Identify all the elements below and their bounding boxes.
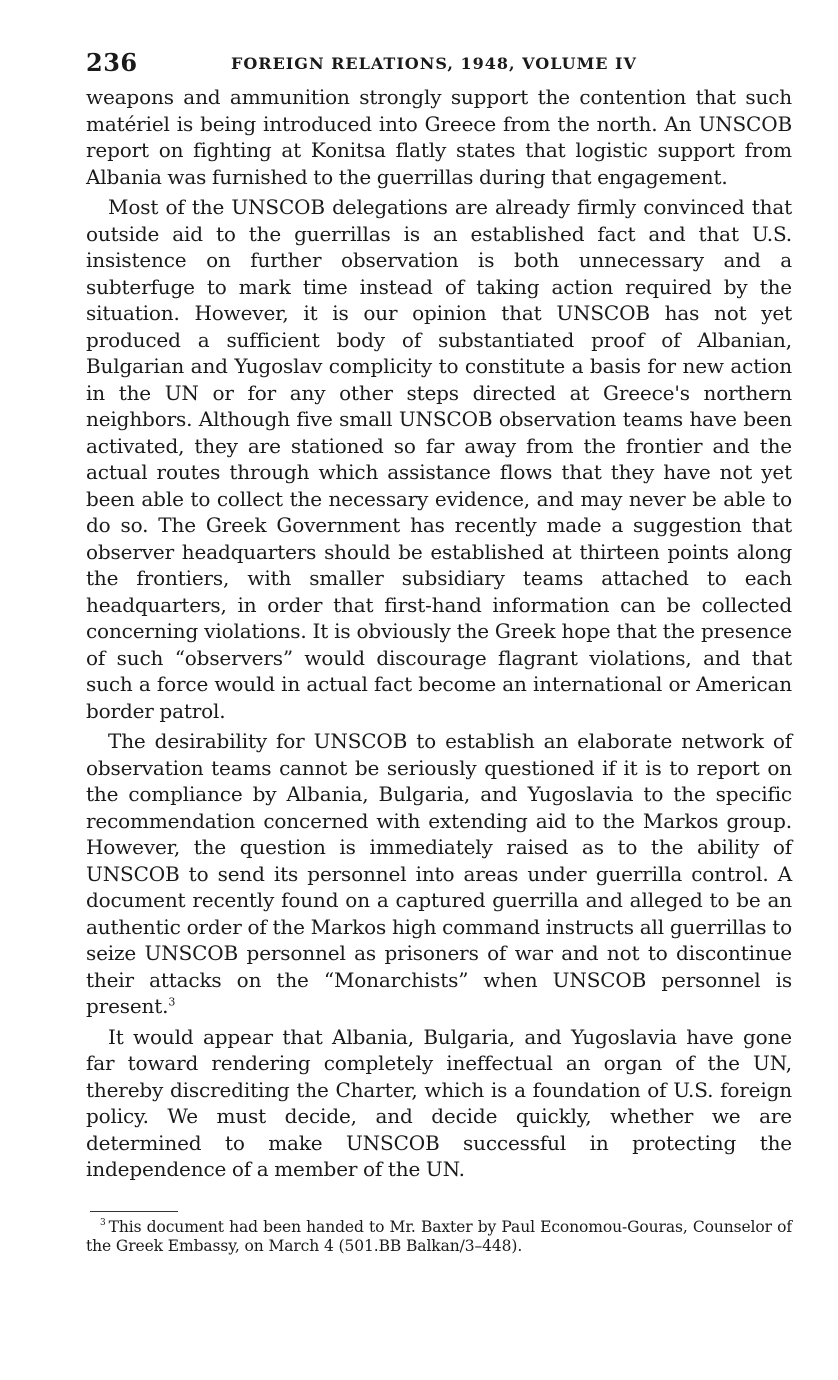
- paragraph-conclusion: It would appear that Albania, Bulgaria, and Yugoslavia have gone far toward rendering completely ineffectual an organ of the UN, thereby discrediting the Charter, which is a foundation of U.S. foreign policy. We must decide, and decide quickly, whether we are determined to make UNSCOB successful in protecting the independence of a member of the UN.: [86, 1024, 792, 1181]
- footnote-text: This document had been handed to Mr. Baxter by Paul Economou-Gouras, Counselor of the Greek Embassy, on March 4 (501.BB Balkan/3–448).: [86, 1217, 792, 1255]
- paragraph-observation-teams: [86, 728, 792, 1020]
- paragraph-observation-teams-text: The desirability for UNSCOB to establish an elaborate network of observation teams cannot be seriously questioned if it is to report on the compliance by Albania, Bulgaria, and Yugoslavia to the specific recommendation concerned with extending aid to the Markos group. However, the question is immediately raised as to the ability of UNSCOB to send its personnel into areas under guerrilla control. A document recently found on a captured guerrilla and alleged to be an authentic order of the Markos high command instructs all guerrillas to seize UNSCOB personnel as prisoners of war and not to discontinue their attacks on the “Monarchists” when UNSCOB personnel is present.: [86, 729, 792, 1018]
- footnote-number: 3: [100, 1218, 106, 1229]
- footnote-divider: [90, 1211, 178, 1212]
- paragraph-continuation: weapons and ammunition strongly support the contention that such matériel is being introduced into Greece from the north. An UNSCOB report on fighting at Konitsa flatly states that logistic support from Albania was furnished to the guerrillas during that engagement.: [86, 85, 792, 189]
- running-header: [86, 48, 792, 78]
- footnote-reference: 3: [168, 995, 176, 1009]
- paragraph-unscob-delegations: Most of the UNSCOB delegations are already firmly convinced that outside aid to the guerrillas is an established fact and that U.S. insistence on further observation is both unnecessary and a subterfuge to mark time instead of taking action required by the situation. However, it is our opinion that UNSCOB has not yet produced a sufficient body of substantiated proof of Albanian, Bulgarian and Yugoslav complicity to constitute a basis for new action in the UN or for any other steps directed at Greece's northern neighbors. Although five small UNSCOB observation teams have been activated, they are stationed so far away from the frontier and the actual routes through which assistance flows that they have not yet been able to collect the necessary evidence, and may never be able to do so. The Greek Government has recently made a suggestion that observer headquarters should be established at thirteen points along the frontiers, with smaller subsidiary teams attached to each headquarters, in order that first-hand information can be collected concerning violations. It is obviously the Greek hope that the presence of such “observers” would discourage flagrant violations, and that such a force would in actual fact become an international or American border patrol.: [86, 195, 792, 723]
- footnote: [86, 1218, 792, 1256]
- body-text: [86, 84, 792, 1183]
- document-page: [86, 48, 792, 1256]
- running-title: FOREIGN RELATIONS, 1948, VOLUME IV: [231, 54, 637, 73]
- page-number: 236: [86, 48, 138, 77]
